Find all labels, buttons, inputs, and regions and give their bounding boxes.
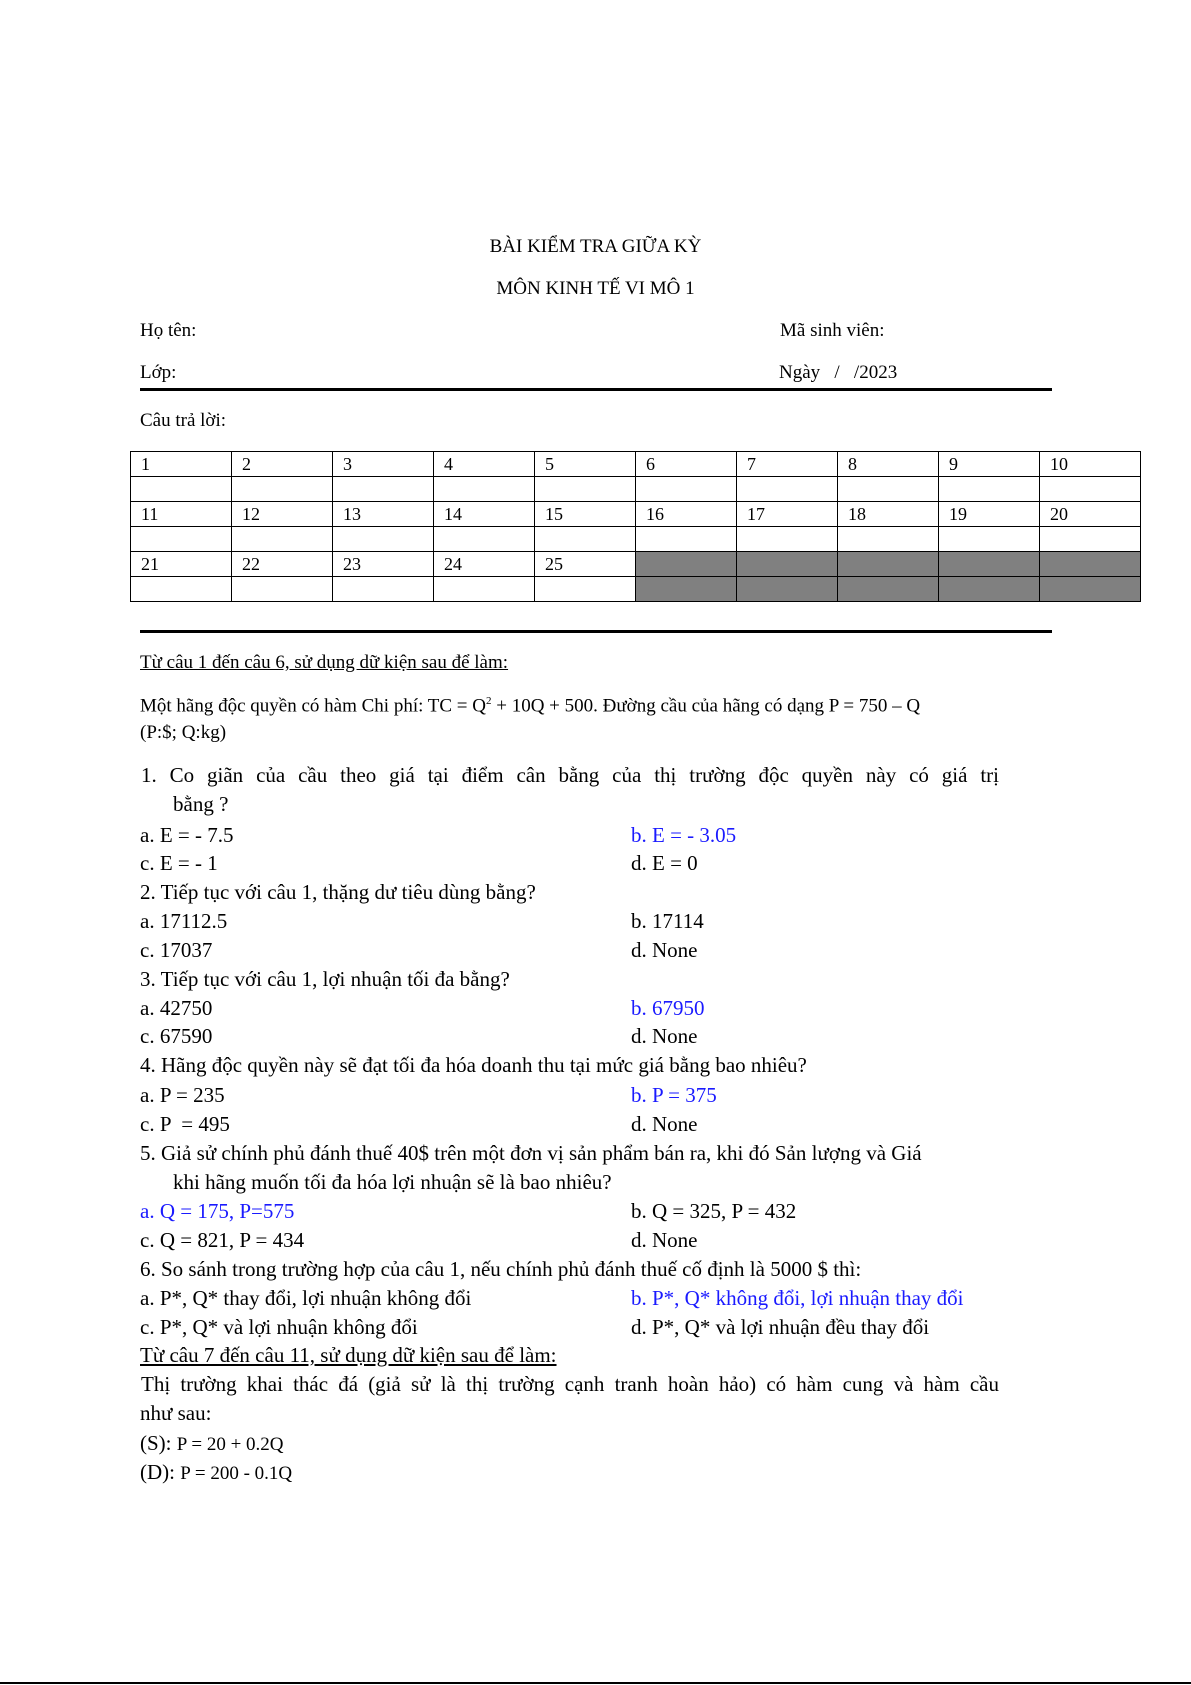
answer-number-cell: 25	[535, 552, 636, 577]
answer-number-cell: 19	[939, 502, 1040, 527]
page-bottom-edge	[0, 1682, 1191, 1684]
answer-number-cell: 5	[535, 452, 636, 477]
answer-blank-cell[interactable]	[232, 577, 333, 602]
answer-blank-cell[interactable]	[838, 477, 939, 502]
question-4-option-b[interactable]: b. P = 375	[631, 1083, 717, 1107]
answer-blank-cell[interactable]	[737, 477, 838, 502]
answer-blank-cell[interactable]	[1040, 477, 1141, 502]
answer-blank-cell[interactable]	[939, 477, 1040, 502]
shaded-cell	[838, 552, 939, 577]
demand-label: (D):	[140, 1460, 181, 1484]
question-2-text: 2. Tiếp tục với câu 1, thặng dư tiêu dùng bằng?	[140, 880, 536, 904]
answer-blank-cell[interactable]	[131, 527, 232, 552]
answer-number-cell: 10	[1040, 452, 1141, 477]
answer-number-cell: 12	[232, 502, 333, 527]
answer-blank-cell[interactable]	[535, 577, 636, 602]
answer-number-cell: 6	[636, 452, 737, 477]
answer-number-cell: 24	[434, 552, 535, 577]
question-5-text-cont: khi hãng muốn tối đa hóa lợi nhuận sẽ là bao nhiêu?	[173, 1170, 612, 1194]
shaded-cell	[636, 577, 737, 602]
question-3-option-c[interactable]: c. 67590	[140, 1024, 213, 1048]
shaded-cell	[737, 577, 838, 602]
context-text-post: + 10Q + 500. Đường cầu của hãng có dạng P = 750 – Q	[491, 695, 921, 717]
context-superscript: 2	[486, 695, 492, 707]
answer-number-cell: 11	[131, 502, 232, 527]
shaded-cell	[737, 552, 838, 577]
answer-blank-cell[interactable]	[232, 527, 333, 552]
shaded-cell	[939, 577, 1040, 602]
answer-number-cell: 17	[737, 502, 838, 527]
answer-blank-cell[interactable]	[333, 477, 434, 502]
answer-number-cell: 7	[737, 452, 838, 477]
answer-blank-cell[interactable]	[131, 577, 232, 602]
section1-context	[140, 695, 920, 717]
answer-blank-cell[interactable]	[535, 477, 636, 502]
answer-number-cell: 20	[1040, 502, 1141, 527]
demand-equation	[140, 1460, 292, 1485]
answer-number-row	[131, 552, 1141, 577]
question-1-text-cont: bằng ?	[173, 792, 229, 816]
answer-number-cell: 9	[939, 452, 1040, 477]
shaded-cell	[636, 552, 737, 577]
answer-number-cell: 13	[333, 502, 434, 527]
shaded-cell	[838, 577, 939, 602]
exam-title: BÀI KIỂM TRA GIỮA KỲ	[489, 236, 702, 257]
demand-formula: P = 200 - 0.1Q	[180, 1463, 293, 1484]
answer-number-cell: 22	[232, 552, 333, 577]
header-divider	[140, 388, 1052, 391]
student-id-label: Mã sinh viên:	[780, 320, 885, 341]
question-6-text: 6. So sánh trong trường hợp của câu 1, nếu chính phủ đánh thuế cố định là 5000 $ thì:	[140, 1257, 862, 1281]
question-2-option-c[interactable]: c. 17037	[140, 938, 213, 962]
answer-blank-row	[131, 527, 1141, 552]
answer-number-cell: 16	[636, 502, 737, 527]
answer-number-cell: 3	[333, 452, 434, 477]
answer-number-cell: 4	[434, 452, 535, 477]
answer-blank-cell[interactable]	[636, 527, 737, 552]
name-label: Họ tên:	[140, 320, 197, 341]
question-6-option-a[interactable]: a. P*, Q* thay đổi, lợi nhuận không đổi	[140, 1286, 472, 1310]
answer-blank-cell[interactable]	[535, 527, 636, 552]
section2-context: Thị trường khai thác đá (giả sử là thị trường cạnh tranh hoàn hảo) có hàm cung và hàm cầu	[141, 1372, 999, 1396]
answer-blank-cell[interactable]	[1040, 527, 1141, 552]
answer-blank-cell[interactable]	[333, 527, 434, 552]
question-2-option-b[interactable]: b. 17114	[631, 909, 704, 933]
question-1-option-c[interactable]: c. E = - 1	[140, 851, 218, 875]
question-5-text: 5. Giả sử chính phủ đánh thuế 40$ trên một đơn vị sản phẩm bán ra, khi đó Sản lượng và Giá	[140, 1141, 922, 1165]
question-4-option-c[interactable]: c. P = 495	[140, 1112, 230, 1136]
section1-heading: Từ câu 1 đến câu 6, sử dụng dữ kiện sau để làm:	[140, 652, 509, 673]
question-3-option-d[interactable]: d. None	[631, 1024, 698, 1048]
question-6-option-c[interactable]: c. P*, Q* và lợi nhuận không đổi	[140, 1315, 418, 1339]
question-4-option-a[interactable]: a. P = 235	[140, 1083, 225, 1107]
question-4-text: 4. Hãng độc quyền này sẽ đạt tối đa hóa doanh thu tại mức giá bằng bao nhiêu?	[140, 1053, 807, 1077]
question-1-option-b[interactable]: b. E = - 3.05	[631, 823, 737, 847]
question-5-option-a[interactable]: a. Q = 175, P=575	[140, 1199, 295, 1223]
answer-number-cell: 1	[131, 452, 232, 477]
question-3-text: 3. Tiếp tục với câu 1, lợi nhuận tối đa bằng?	[140, 967, 510, 991]
answer-blank-row	[131, 477, 1141, 502]
context-text-pre: Một hãng độc quyền có hàm Chi phí: TC = Q	[140, 695, 486, 717]
question-3-option-a[interactable]: a. 42750	[140, 996, 213, 1020]
section2-context-cont: như sau:	[140, 1401, 212, 1425]
question-5-option-c[interactable]: c. Q = 821, P = 434	[140, 1228, 305, 1252]
answer-number-cell: 18	[838, 502, 939, 527]
supply-label: (S):	[140, 1431, 177, 1455]
answer-number-cell: 15	[535, 502, 636, 527]
supply-formula: P = 20 + 0.2Q	[176, 1434, 284, 1455]
answer-blank-cell[interactable]	[838, 527, 939, 552]
date-label: Ngày / /2023	[779, 362, 898, 383]
question-4-option-d[interactable]: d. None	[631, 1112, 698, 1136]
answer-blank-row	[131, 577, 1141, 602]
question-1-option-a[interactable]: a. E = - 7.5	[140, 823, 234, 847]
question-6-option-b[interactable]: b. P*, Q* không đổi, lợi nhuận thay đổi	[631, 1286, 964, 1310]
section1-units: (P:$; Q:kg)	[140, 722, 227, 743]
exam-subject: MÔN KINH TẾ VI MÔ 1	[496, 278, 695, 299]
question-2-option-a[interactable]: a. 17112.5	[140, 909, 228, 933]
answer-blank-cell[interactable]	[232, 477, 333, 502]
section2-heading: Từ câu 7 đến câu 11, sử dụng dữ kiện sau để làm:	[140, 1343, 557, 1367]
answer-number-row	[131, 452, 1141, 477]
answer-blank-cell[interactable]	[434, 577, 535, 602]
question-1-option-d[interactable]: d. E = 0	[631, 851, 698, 875]
answer-number-cell: 23	[333, 552, 434, 577]
answer-blank-cell[interactable]	[636, 477, 737, 502]
answer-number-cell: 8	[838, 452, 939, 477]
question-3-option-b[interactable]: b. 67950	[631, 996, 705, 1020]
answer-blank-cell[interactable]	[939, 527, 1040, 552]
question-5-option-d[interactable]: d. None	[631, 1228, 698, 1252]
question-5-option-b[interactable]: b. Q = 325, P = 432	[631, 1199, 797, 1223]
answer-grid	[130, 451, 1141, 602]
answer-number-cell: 21	[131, 552, 232, 577]
answer-blank-cell[interactable]	[434, 527, 535, 552]
class-label: Lớp:	[140, 362, 177, 383]
question-1-text: 1. Co giãn của cầu theo giá tại điểm cân bằng của thị trường độc quyền này có giá trị	[141, 763, 999, 787]
answer-blank-cell[interactable]	[333, 577, 434, 602]
answer-number-row	[131, 502, 1141, 527]
grid-divider	[140, 630, 1052, 633]
answer-number-cell: 14	[434, 502, 535, 527]
answer-blank-cell[interactable]	[434, 477, 535, 502]
answers-label: Câu trả lời:	[140, 410, 227, 431]
shaded-cell	[1040, 577, 1141, 602]
answer-blank-cell[interactable]	[131, 477, 232, 502]
shaded-cell	[939, 552, 1040, 577]
question-6-option-d[interactable]: d. P*, Q* và lợi nhuận đều thay đổi	[631, 1315, 930, 1339]
supply-equation	[140, 1431, 284, 1456]
answer-number-cell: 2	[232, 452, 333, 477]
shaded-cell	[1040, 552, 1141, 577]
question-2-option-d[interactable]: d. None	[631, 938, 698, 962]
answer-blank-cell[interactable]	[737, 527, 838, 552]
